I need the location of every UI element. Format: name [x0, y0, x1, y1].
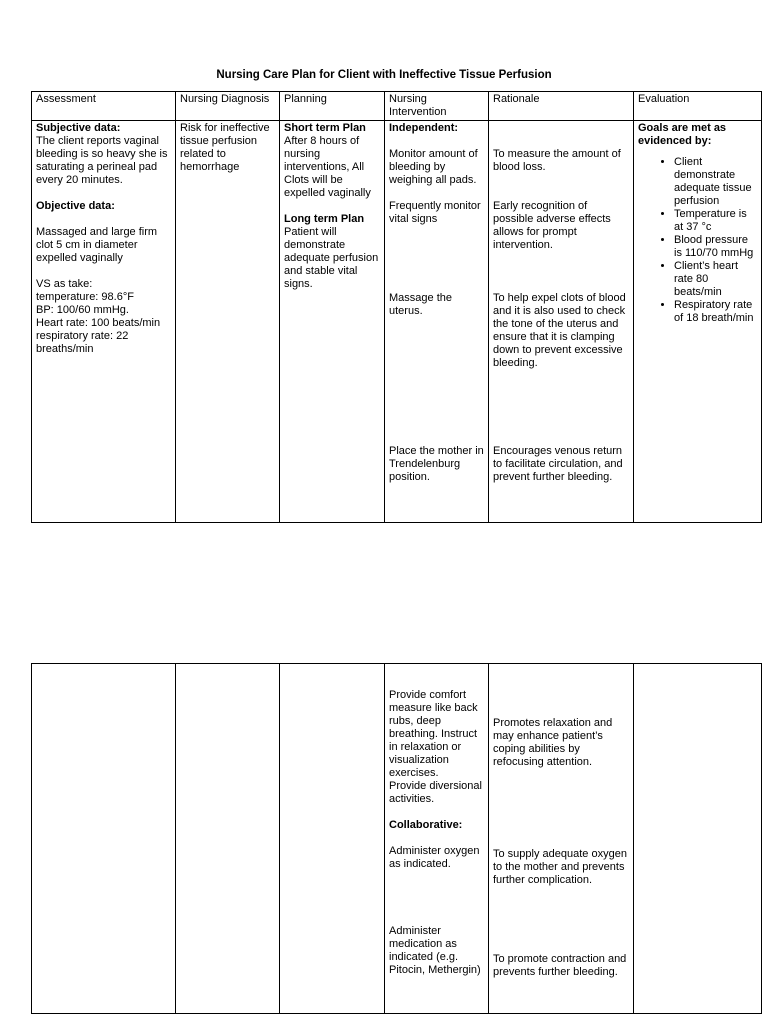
list-item: • Client demonstrate adequate tissue perfusion: [674, 156, 758, 208]
rationale-cell: [489, 121, 634, 523]
header-row: [32, 92, 762, 121]
rationale-text: To measure the amount of blood loss.: [493, 148, 621, 173]
list-item: • Temperature is at 37 °c: [674, 208, 758, 234]
intervention-text: Provide comfort measure like back rubs, deep breathing. Instruct in relaxation or visualization exercises.: [389, 689, 478, 779]
subjective-text: The client reports vaginal bleeding is so heavy she is saturating a perineal pad every 20 minutes.: [36, 135, 168, 186]
vs-line: temperature: 98.6°F: [36, 291, 134, 303]
care-plan-table-continued: [31, 663, 762, 1014]
intervention-text: Place the mother in Trendelenburg position.: [389, 445, 484, 483]
intervention-text: Provide diversional activities.: [389, 780, 482, 805]
objective-label: Objective data:: [36, 200, 115, 212]
rationale-text: Early recognition of possible adverse effects allows for prompt intervention.: [493, 200, 611, 251]
vs-line: BP: 100/60 mmHg.: [36, 304, 129, 316]
independent-label: Independent:: [389, 122, 459, 134]
vs-line: Heart rate: 100 beats/min: [36, 317, 161, 329]
rationale-text: To promote contraction and prevents further bleeding.: [493, 953, 627, 978]
planning-cell: [280, 121, 385, 523]
header-assessment: Assessment: [32, 92, 176, 121]
rationale-text: Encourages venous return to facilitate circulation, and prevent further bleeding.: [493, 445, 623, 483]
intervention-text: Administer oxygen as indicated.: [389, 845, 480, 870]
diagnosis-cell: [176, 664, 280, 1014]
rationale-cell: [489, 664, 634, 1014]
table-row: [32, 664, 762, 1014]
intervention-text: Monitor amount of bleeding by weighing all pads.: [389, 148, 478, 186]
assessment-cell: [32, 664, 176, 1014]
rationale-text: Promotes relaxation and may enhance patient’s coping abilities by refocusing attention.: [493, 717, 613, 768]
list-item: • Respiratory rate of 18 breath/min: [674, 299, 758, 325]
intervention-text: Frequently monitor vital signs: [389, 200, 481, 225]
intervention-text: Administer medication as indicated (e.g. Pitocin, Methergin): [389, 925, 481, 976]
header-evaluation: Evaluation: [634, 92, 762, 121]
assessment-cell: [32, 121, 176, 523]
short-term-label: Short term Plan: [284, 122, 366, 134]
evaluation-cell: [634, 121, 762, 523]
page-title: Nursing Care Plan for Client with Ineffective Tissue Perfusion: [216, 69, 552, 81]
header-rationale: Rationale: [489, 92, 634, 121]
intervention-cell: [385, 664, 489, 1014]
rationale-text: To supply adequate oxygen to the mother and prevents further complication.: [493, 848, 627, 886]
vs-line: respiratory rate: 22 breaths/min: [36, 330, 129, 355]
header-planning: Planning: [280, 92, 385, 121]
care-plan-table: [31, 91, 762, 523]
subjective-label: Subjective data:: [36, 122, 121, 134]
list-item: • Client’s heart rate 80 beats/min: [674, 260, 758, 299]
objective-text: Massaged and large firm clot 5 cm in diameter expelled vaginally: [36, 226, 158, 264]
short-term-text: After 8 hours of nursing interventions, All Clots will be expelled vaginally: [284, 135, 371, 199]
header-nursing-diagnosis: Nursing Diagnosis: [176, 92, 280, 121]
planning-cell: [280, 664, 385, 1014]
evaluation-cell: [634, 664, 762, 1014]
evaluation-list: [638, 156, 758, 325]
long-term-text: Patient will demonstrate adequate perfusion and stable vital signs.: [284, 226, 379, 290]
long-term-label: Long term Plan: [284, 213, 365, 225]
list-item: • Blood pressure is 110/70 mmHg: [674, 234, 758, 260]
evaluation-label: Goals are met as evidenced by:: [638, 122, 727, 147]
intervention-cell: [385, 121, 489, 523]
table-row: [32, 121, 762, 523]
intervention-text: Massage the uterus.: [389, 292, 452, 317]
rationale-text: To help expel clots of blood and it is also used to check the tone of the uterus and ensure that it is clamping down to prevent excessive bleeding.: [493, 292, 626, 369]
diagnosis-cell: Risk for ineffective tissue perfusion related to hemorrhage: [176, 121, 280, 523]
collaborative-label: Collaborative:: [389, 819, 463, 831]
header-nursing-intervention: Nursing Intervention: [385, 92, 489, 121]
vs-line: VS as take:: [36, 278, 93, 290]
